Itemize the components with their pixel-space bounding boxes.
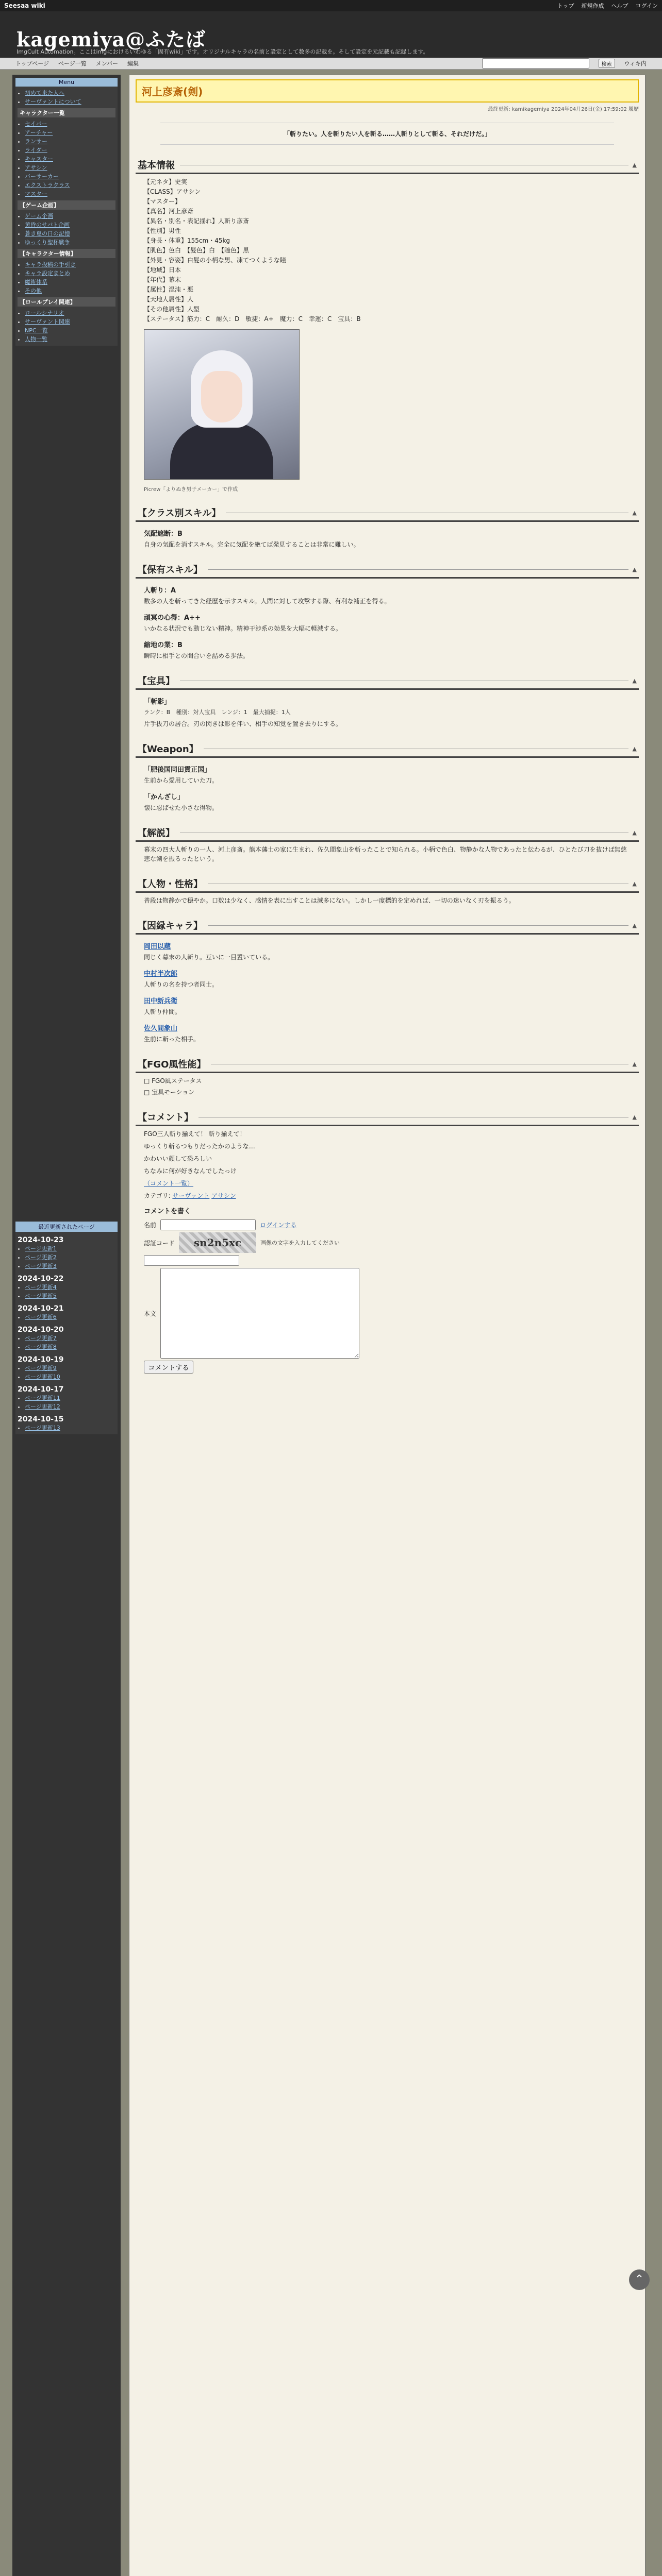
recent-list [18, 1334, 115, 1351]
collapse-arrow-icon[interactable]: ▲ [632, 1060, 637, 1067]
character-portrait[interactable] [144, 329, 300, 480]
recent-link[interactable]: ページ更新4 [25, 1284, 57, 1291]
content-wrapper [0, 70, 662, 2576]
captcha-label: 認証コード [144, 1239, 175, 1247]
weapon-desc: 生前から愛用していた刀。 [144, 777, 219, 784]
submit-comment-button[interactable]: コメントする [144, 1361, 193, 1374]
sidebar-item[interactable] [25, 229, 115, 238]
sidebar-item[interactable] [25, 128, 115, 137]
recent-item[interactable] [25, 1334, 115, 1343]
site-header [0, 11, 662, 58]
body-row [144, 1268, 631, 1359]
captcha-note: 画像の文字を入力してください [260, 1240, 340, 1246]
recent-date: 2024-10-23 [18, 1236, 64, 1244]
stat-line: 【身長・体重】155cm・45kg [144, 237, 230, 244]
recent-date: 2024-10-17 [18, 1385, 64, 1394]
sidebar-item[interactable] [25, 221, 115, 229]
login-link[interactable]: ログインする [260, 1222, 297, 1229]
recent-item[interactable] [25, 1402, 115, 1411]
recent-list [18, 1364, 115, 1381]
fgo-item-label[interactable]: 宝具モーション [152, 1089, 195, 1096]
section-title: 基本情報 [138, 160, 175, 171]
sidebar-link[interactable]: サーヴァント関連 [25, 318, 70, 325]
stat-line: 【真名】河上彦斎 [144, 208, 194, 215]
section-title: 【人物・性格】 [138, 879, 203, 890]
recent-list [18, 1394, 115, 1411]
skill-desc: 数多の人を斬ってきた経歴を示すスキル。人間に対して攻撃する際、有利な補正を得る。 [144, 598, 391, 605]
fgo-item[interactable] [144, 1076, 631, 1086]
body-label: 本文 [144, 1310, 157, 1317]
recent-list [18, 1283, 115, 1300]
menu-page-list[interactable]: ページ一覧 [58, 60, 87, 67]
weapon-name: 「肥後国同田貫正国」 [144, 766, 211, 774]
name-input[interactable] [160, 1219, 256, 1230]
relation-link[interactable]: 中村半次郎 [144, 970, 178, 978]
skill-name: 頑冥の心得：A++ [144, 614, 201, 622]
sidebar-link[interactable]: バーサーカー [25, 173, 59, 180]
np-desc: 片手抜刀の居合。刃の閃きは影を伴い、相手の知覚を置き去りにする。 [144, 720, 342, 727]
recent-item[interactable] [25, 1364, 115, 1372]
sidebar-item[interactable] [25, 269, 115, 278]
recent-date: 2024-10-22 [18, 1275, 64, 1283]
recent-link[interactable]: ページ更新8 [25, 1344, 57, 1350]
sidebar-sec1 [18, 120, 115, 198]
sidebar-link[interactable]: アサシン [25, 164, 47, 171]
site-title[interactable]: kagemiya@ふたば [16, 28, 206, 51]
section-heading-own-skill [136, 562, 639, 579]
sidebar-item[interactable] [25, 146, 115, 155]
recent-item[interactable] [25, 1313, 115, 1321]
topbar-link-top[interactable]: トップ [557, 3, 574, 9]
search-button[interactable]: 検索 [599, 59, 615, 68]
recent-item[interactable] [25, 1253, 115, 1262]
site-menubar [0, 58, 662, 70]
collapse-arrow-icon[interactable]: ▲ [632, 677, 637, 684]
recent-list [18, 1244, 115, 1270]
sidebar-link[interactable]: マスター [25, 191, 47, 197]
search-input[interactable] [482, 58, 589, 69]
stat-line: 【元ネタ】史実 [144, 178, 188, 185]
collapse-arrow-icon[interactable]: ▲ [632, 161, 637, 168]
sidebar-link[interactable]: キャラ設定まとめ [25, 270, 70, 277]
skill-name: 気配遮断：B [144, 530, 183, 538]
recent-link[interactable]: ページ更新11 [25, 1395, 60, 1401]
category-tags [144, 1191, 631, 1200]
skill-desc: 自身の気配を消すスキル。完全に気配を絶てば発見することは非常に難しい。 [144, 541, 360, 548]
relation-desc: 人斬りの名を持つ者同士。 [144, 981, 219, 988]
recent-item[interactable] [25, 1423, 115, 1432]
stat-line: 【ステータス】筋力：C 耐久：D 敏捷：A+ 魔力：C 幸運：C 宝具：B [144, 315, 361, 323]
sidebar-item[interactable] [25, 155, 115, 163]
expand-toggle-icon[interactable]: □ [144, 1077, 152, 1084]
stat-line: 【異名・別名・表記揺れ】人斬り彦斎 [144, 217, 250, 225]
comment-form [144, 1206, 631, 1374]
np-rank: ランク：B 種別：対人宝具 レンジ：1 最大捕捉：1人 [144, 709, 291, 716]
sidebar-sec0 [18, 89, 115, 106]
collapse-arrow-icon[interactable]: ▲ [632, 880, 637, 887]
sidebar-item[interactable] [25, 181, 115, 190]
relation-link[interactable]: 佐久間象山 [144, 1025, 178, 1032]
sidebar-link[interactable]: ランサー [25, 138, 47, 145]
recent-item[interactable] [25, 1372, 115, 1381]
menu-members[interactable]: メンバー [95, 60, 119, 67]
name-label: 名前 [144, 1222, 157, 1229]
sidebar-link[interactable]: その他 [25, 287, 42, 294]
heading-rule [208, 569, 628, 570]
collapse-arrow-icon[interactable]: ▲ [632, 922, 637, 929]
topbar-link-help[interactable]: ヘルプ [611, 3, 628, 9]
relation-desc: 人斬り仲間。 [144, 1008, 181, 1015]
recent-item[interactable] [25, 1262, 115, 1270]
sidebar-item[interactable] [25, 190, 115, 198]
sidebar-item[interactable] [25, 120, 115, 128]
sidebar-link[interactable]: アーチャー [25, 129, 53, 136]
tags-label: カテゴリ: [144, 1192, 171, 1199]
recent-item[interactable] [25, 1283, 115, 1292]
comment-body-textarea[interactable] [160, 1268, 359, 1359]
weapon-name: 「かんざし」 [144, 793, 185, 801]
basic-stats [144, 177, 631, 324]
sidebar-link[interactable]: 黄昏のサバト企画 [25, 222, 70, 228]
site-subtitle: ImgCult Automation。ここはimgにおけるいわゆる「固有wiki」です。オリジナルキャラの名前と設定として数多の記載を。そして設定を元記載も記録します。 [16, 48, 429, 55]
sidebar-sec2 [18, 212, 115, 247]
recent-date: 2024-10-15 [18, 1415, 64, 1423]
comment-item: ゆっくり斬るつもりだったかのような… [144, 1143, 255, 1150]
section-heading-personality [136, 876, 639, 893]
section-title: 【コメント】 [138, 1112, 193, 1123]
sidebar-link[interactable]: NPC一覧 [25, 327, 48, 334]
tag-link[interactable]: サーヴァント [172, 1192, 210, 1199]
collapse-arrow-icon[interactable]: ▲ [632, 1113, 637, 1121]
stat-line: 【CLASS】アサシン [144, 188, 201, 195]
collapse-arrow-icon[interactable]: ▲ [632, 566, 637, 573]
sidebar-item[interactable] [25, 212, 115, 221]
np-name: 「斬影」 [144, 698, 171, 706]
main-content [129, 75, 646, 2576]
seesaa-wiki-logo[interactable]: Seesaa wiki [4, 2, 45, 9]
menu-top-page[interactable]: トップページ [15, 60, 49, 67]
relation-name[interactable] [144, 941, 631, 951]
comment-form-title: コメントを書く [144, 1208, 191, 1215]
portrait-caption: Picrew「よりぬき男子メーカー」で作成 [144, 487, 238, 493]
sidebar-sec3 [18, 260, 115, 295]
topbar-link-new[interactable]: 新規作成 [581, 3, 604, 9]
section-heading-weapon [136, 741, 639, 758]
comments-all-link-text[interactable]: （コメント一覧） [144, 1180, 194, 1187]
recent-link[interactable]: ページ更新13 [25, 1425, 60, 1431]
page-meta: 最終更新: kamikagemiya 2024年04月26日(金) 17:59:02 履歴 [488, 107, 639, 112]
sidebar-item[interactable] [25, 260, 115, 269]
sidebar-section-title: 【キャラクター情報】 [18, 249, 115, 258]
section-title: 【Weapon】 [138, 744, 198, 755]
stat-line: 【年代】幕末 [144, 276, 181, 283]
captcha-input-row [144, 1255, 631, 1266]
weapon-desc: 懐に忍ばせた小さな得物。 [144, 804, 219, 811]
personality-text: 普段は物静かで穏やか。口数は少なく、感情を表に出すことは滅多にない。しかし一度標的を定めれば、一切の迷いなく刃を振るう。 [144, 897, 515, 904]
relation-desc: 生前に斬った相手。 [144, 1036, 200, 1043]
section-heading-fgo [136, 1056, 639, 1073]
relation-name[interactable] [144, 1023, 631, 1032]
sidebar-section-title: 【ロールプレイ関連】 [18, 297, 115, 307]
recent-link[interactable]: ページ更新5 [25, 1293, 57, 1299]
recent-link[interactable]: ページ更新2 [25, 1254, 57, 1261]
sidebar-item[interactable] [25, 137, 115, 146]
relation-link[interactable]: 岡田以蔵 [144, 943, 171, 951]
sidebar-sec4 [18, 309, 115, 344]
section-heading-explain [136, 825, 639, 842]
relation-desc: 同じく幕末の人斬り。互いに一目置いている。 [144, 954, 274, 961]
sidebar [12, 75, 121, 2576]
skill-name: 縮地の業：B [144, 641, 183, 649]
recent-item[interactable] [25, 1292, 115, 1300]
sidebar-item[interactable] [25, 238, 115, 247]
recent-link[interactable]: ページ更新3 [25, 1263, 57, 1269]
recent-date: 2024-10-19 [18, 1355, 64, 1364]
recent-link[interactable]: ページ更新10 [25, 1374, 60, 1380]
section-heading-comments [136, 1109, 639, 1126]
skill-desc: 瞬時に相手との間合いを詰める歩法。 [144, 652, 250, 659]
submit-row [144, 1361, 631, 1374]
comments-all-link[interactable] [144, 1179, 631, 1188]
sidebar-section-title: キャラクター一覧 [18, 108, 115, 117]
sidebar-item[interactable] [25, 97, 115, 106]
relation-link[interactable]: 田中新兵衛 [144, 997, 178, 1005]
comment-item: ちなみに何が好きなんでしたっけ [144, 1167, 237, 1175]
recent-link[interactable]: ページ更新6 [25, 1314, 57, 1320]
sidebar-link[interactable]: 人物一覧 [25, 336, 47, 343]
portrait-coat [170, 422, 273, 479]
section-title: 【因縁キャラ】 [138, 921, 203, 931]
recent-list [18, 1423, 115, 1432]
recent-item[interactable] [25, 1394, 115, 1402]
top-navigation-bar [0, 0, 662, 11]
sidebar-item[interactable] [25, 286, 115, 295]
relation-name[interactable] [144, 968, 631, 978]
sidebar-link[interactable]: 魔術体系 [25, 279, 47, 285]
sidebar-item[interactable] [25, 335, 115, 344]
comment-item: FGO三人斬り揃えて！ 斬り揃えて！ [144, 1130, 246, 1138]
scroll-to-top-button[interactable]: ⌃ [629, 2269, 650, 2290]
section-title: 【解説】 [138, 828, 175, 839]
stat-line: 【性別】男性 [144, 227, 181, 234]
sidebar-item[interactable] [25, 172, 115, 181]
section-title: 【クラス別スキル】 [138, 508, 221, 519]
section-heading-class-skill [136, 505, 639, 522]
sidebar-link[interactable]: エクストラクラス [25, 182, 70, 189]
sidebar-item[interactable] [25, 309, 115, 317]
section-title: 【FGO風性能】 [138, 1059, 206, 1070]
sidebar-link[interactable]: セイバー [25, 121, 47, 127]
skill-desc: いかなる状況でも動じない精神。精神干渉系の効果を大幅に軽減する。 [144, 625, 342, 632]
sidebar-item[interactable] [25, 278, 115, 286]
sidebar-link[interactable]: サーヴァントについて [25, 98, 81, 105]
collapse-arrow-icon[interactable]: ▲ [632, 509, 637, 516]
sidebar-recent-box [15, 1222, 118, 1434]
topbar-link-login[interactable]: ログイン [635, 3, 658, 9]
comment-item: かわいい顔して恐ろしい [144, 1155, 212, 1162]
stat-line: 【外見・容姿】白髪の小柄な男、凍てつくような瞳 [144, 257, 287, 264]
skill-name: 人斬り：A [144, 587, 176, 595]
recent-list [18, 1313, 115, 1321]
sidebar-section-title: 【ゲーム企画】 [18, 200, 115, 210]
collapse-arrow-icon[interactable]: ▲ [632, 829, 637, 836]
page-quote: 「斬りたい。人を斬りたい人を斬る……人斬りとして斬る、それだけだ。」 [160, 123, 614, 145]
section-heading-basic [136, 157, 639, 174]
fgo-item[interactable] [144, 1088, 631, 1097]
menu-edit[interactable]: 編集 [127, 60, 139, 67]
sidebar-menu-box [15, 78, 118, 346]
recent-link[interactable]: ページ更新12 [25, 1403, 60, 1410]
stat-line: 【マスター】 [144, 198, 181, 205]
recent-item[interactable] [25, 1343, 115, 1351]
sidebar-item[interactable] [25, 89, 115, 97]
collapse-arrow-icon[interactable]: ▲ [632, 745, 637, 752]
captcha-image: sn2n5xc [179, 1232, 256, 1253]
recent-link[interactable]: ページ更新1 [25, 1245, 57, 1252]
recent-link[interactable]: ページ更新7 [25, 1335, 57, 1342]
stat-line: 【属性】混沌・悪 [144, 286, 194, 293]
section-title: 【宝具】 [138, 676, 175, 687]
captcha-row [144, 1232, 631, 1253]
sidebar-menu-title: Menu [15, 78, 118, 87]
sidebar-item[interactable] [25, 326, 115, 335]
sidebar-link[interactable]: ゆっくり聖杯戦争 [25, 239, 70, 246]
recent-link[interactable]: ページ更新9 [25, 1365, 57, 1371]
sidebar-item[interactable] [25, 163, 115, 172]
explain-text: 幕末の四大人斬りの一人、河上彦斎。熊本藩士の家に生まれ、佐久間象山を斬ったことで知られる。小柄で色白、物静かな人物であったと伝わるが、ひとたび刀を抜けば無慈悲な剣を振るったという。 [144, 846, 627, 862]
heading-rule [208, 925, 628, 926]
stat-line: 【天地人属性】人 [144, 296, 194, 303]
recent-date: 2024-10-21 [18, 1304, 64, 1313]
sidebar-link[interactable]: キャラ投稿の手引き [25, 261, 76, 268]
recent-item[interactable] [25, 1244, 115, 1253]
section-title: 【保有スキル】 [138, 565, 203, 575]
sidebar-link[interactable]: ロールシナリオ [25, 310, 64, 316]
sidebar-link[interactable]: ライダー [25, 147, 47, 154]
expand-toggle-icon[interactable]: □ [144, 1089, 152, 1096]
tag-link[interactable]: アサシン [211, 1192, 236, 1199]
fgo-item-label[interactable]: FGO風ステータス [152, 1077, 202, 1084]
recent-date: 2024-10-20 [18, 1326, 64, 1334]
stat-line: 【肌色】色白 【髪色】白 【瞳色】黒 [144, 247, 250, 254]
sidebar-link[interactable]: 初めて来た人へ [25, 90, 64, 96]
captcha-input[interactable] [144, 1255, 239, 1266]
sidebar-link[interactable]: キャスター [25, 156, 53, 162]
stat-line: 【その他属性】人型 [144, 306, 200, 313]
section-heading-np [136, 673, 639, 690]
sidebar-link[interactable]: 蒼き夏の日の記憶 [25, 230, 70, 237]
recent-updates-title: 最近更新されたページ [15, 1222, 118, 1232]
relation-name[interactable] [144, 995, 631, 1005]
sidebar-item[interactable] [25, 317, 115, 326]
name-row [144, 1219, 631, 1230]
section-heading-relations [136, 918, 639, 935]
search-scope[interactable]: ウィキ内 [624, 60, 647, 67]
stat-line: 【地域】日本 [144, 266, 181, 274]
portrait-face [201, 371, 242, 422]
sidebar-link[interactable]: ゲーム企画 [25, 213, 53, 219]
page-title: 河上彦斎(剣) [136, 79, 639, 103]
